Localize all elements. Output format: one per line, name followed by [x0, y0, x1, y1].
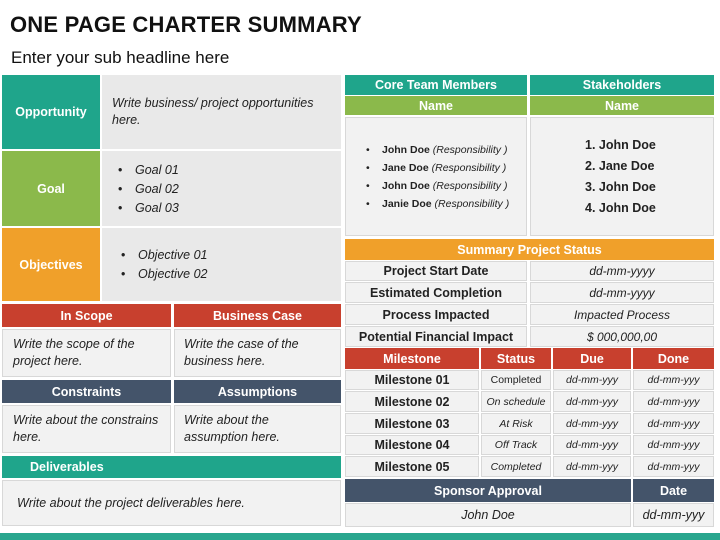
in-scope-header: In Scope	[2, 304, 171, 327]
assumptions-text: Write about the assumption here.	[184, 413, 280, 444]
deliverables-content	[2, 480, 341, 526]
goal-list	[118, 163, 179, 215]
core-team-member: • Jane Doe (Responsibility )	[366, 162, 509, 174]
milestone-due: dd-mm-yyy	[553, 456, 631, 477]
business-case-content	[174, 329, 341, 377]
summary-row-label: Project Start Date	[345, 261, 527, 281]
page-subtitle: Enter your sub headline here	[11, 48, 230, 67]
goal-content	[102, 151, 341, 226]
milestone-col-header: Milestone	[345, 348, 479, 369]
milestone-name: Milestone 03	[345, 413, 479, 434]
summary-row-value: Impacted Process	[530, 304, 714, 325]
stakeholder-item: 1. John Doe	[585, 138, 656, 152]
milestone-done: dd-mm-yyy	[633, 413, 714, 434]
milestone-name: Milestone 05	[345, 456, 479, 477]
objectives-content	[102, 228, 341, 301]
opportunity-label: Opportunity	[2, 75, 100, 149]
sponsor-date: dd-mm-yyy	[633, 503, 714, 527]
summary-row-value: $ 000,000,00	[530, 326, 714, 347]
milestone-due: dd-mm-yyy	[553, 413, 631, 434]
milestone-due: dd-mm-yyy	[553, 391, 631, 412]
summary-row-label: Process Impacted	[345, 304, 527, 325]
stakeholder-item: 4. John Doe	[585, 201, 656, 215]
goal-item: • Goal 03	[118, 201, 179, 215]
milestone-done: dd-mm-yyy	[633, 456, 714, 477]
business-case-header: Business Case	[174, 304, 341, 327]
in-scope-text: Write the scope of the project here.	[13, 337, 135, 368]
core-team-header: Core Team Members	[345, 75, 527, 95]
opportunity-text: Write business/ project opportunities here.	[112, 96, 314, 127]
milestone-status: On schedule	[481, 391, 551, 412]
milestone-done: dd-mm-yyy	[633, 370, 714, 390]
stakeholders-list	[585, 138, 656, 215]
assumptions-header: Assumptions	[174, 380, 341, 403]
summary-status-header: Summary Project Status	[345, 239, 714, 260]
milestone-done: dd-mm-yyy	[633, 435, 714, 455]
milestone-name: Milestone 02	[345, 391, 479, 412]
core-team-member: • John Doe (Responsibility )	[366, 180, 509, 192]
milestone-status: At Risk	[481, 413, 551, 434]
summary-row-value: dd-mm-yyyy	[530, 282, 714, 303]
stakeholders-content	[530, 117, 714, 236]
core-team-list	[366, 144, 509, 210]
page-title: ONE PAGE CHARTER SUMMARY	[10, 12, 362, 37]
stakeholder-item: 3. John Doe	[585, 180, 656, 194]
status-col-header: Status	[481, 348, 551, 369]
assumptions-content	[174, 405, 341, 453]
deliverables-header: Deliverables	[2, 456, 341, 478]
goal-label: Goal	[2, 151, 100, 226]
core-team-member: • John Doe (Responsibility )	[366, 144, 509, 156]
milestone-status: Completed	[481, 370, 551, 390]
objectives-list	[121, 248, 207, 281]
summary-row-label: Potential Financial Impact	[345, 326, 527, 347]
opportunity-content	[102, 75, 341, 149]
objective-item: • Objective 01	[121, 248, 207, 262]
due-col-header: Due	[553, 348, 631, 369]
sponsor-approval-header: Sponsor Approval	[345, 479, 631, 502]
summary-row-value: dd-mm-yyyy	[530, 261, 714, 281]
milestone-status: Completed	[481, 456, 551, 477]
milestone-status: Off Track	[481, 435, 551, 455]
core-team-content	[345, 117, 527, 236]
in-scope-content	[2, 329, 171, 377]
constraints-text: Write about the constrains here.	[13, 413, 159, 444]
milestone-due: dd-mm-yyy	[553, 435, 631, 455]
deliverables-text: Write about the project deliverables here.	[17, 495, 245, 510]
bottom-accent-bar	[0, 533, 720, 540]
stakeholder-item: 2. Jane Doe	[585, 159, 655, 173]
done-col-header: Done	[633, 348, 714, 369]
summary-row-label: Estimated Completion	[345, 282, 527, 303]
milestone-done: dd-mm-yyy	[633, 391, 714, 412]
core-team-member: • Janie Doe (Responsibility )	[366, 198, 509, 210]
stakeholders-subheader: Name	[530, 96, 714, 115]
objective-item: • Objective 02	[121, 267, 207, 281]
goal-item: • Goal 01	[118, 163, 179, 177]
constraints-content	[2, 405, 171, 453]
sponsor-name: John Doe	[345, 503, 631, 527]
core-team-subheader: Name	[345, 96, 527, 115]
business-case-text: Write the case of the business here.	[184, 337, 299, 368]
milestone-name: Milestone 04	[345, 435, 479, 455]
sponsor-date-header: Date	[633, 479, 714, 502]
stakeholders-header: Stakeholders	[530, 75, 714, 95]
milestone-due: dd-mm-yyy	[553, 370, 631, 390]
constraints-header: Constraints	[2, 380, 171, 403]
objectives-label: Objectives	[2, 228, 100, 301]
milestone-name: Milestone 01	[345, 370, 479, 390]
goal-item: • Goal 02	[118, 182, 179, 196]
